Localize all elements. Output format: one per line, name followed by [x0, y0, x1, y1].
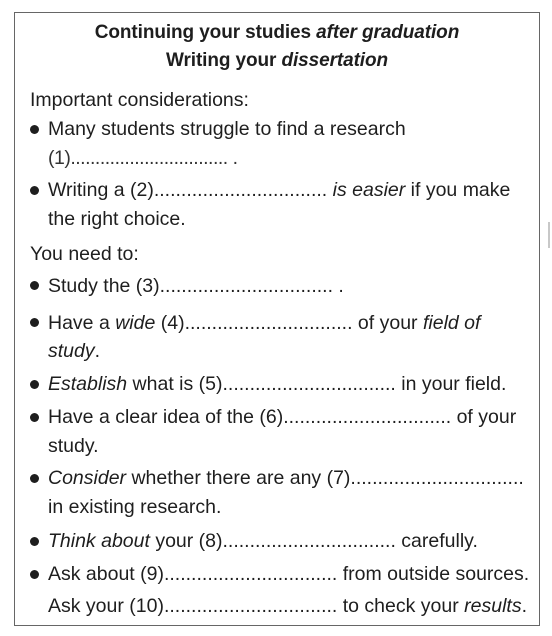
gap-8-text: your (8)................................ carefully. [149, 530, 478, 552]
bullet-7-italic: Consider [48, 467, 127, 489]
gap-7-text: whether there are any (7)................................ [126, 467, 524, 489]
bullet-2-line-2: the right choice. [48, 208, 186, 230]
bullet-1-line-2 [48, 146, 238, 170]
bullet-7-line-1 [48, 466, 524, 490]
item-10-line-1 [48, 594, 527, 618]
bullet-2-text-end: if you make [405, 179, 511, 201]
item-10-period: . [521, 595, 527, 617]
title-line-2-italic: dissertation [281, 50, 388, 71]
bullet-5-line-1 [48, 372, 506, 396]
bullet-2-line-1 [48, 178, 510, 202]
bullet-4-period: . [94, 340, 101, 362]
bullet-4-italic-study: study [48, 340, 95, 362]
bullet-4-line-1 [48, 311, 480, 335]
page-edge-mark [548, 222, 550, 248]
gap-2-text: Writing a (2)................................ [48, 179, 333, 201]
gap-1: (1)................................ . [48, 147, 238, 169]
title-line-1-italic: after graduation [316, 22, 460, 43]
bullet-4-line-2 [48, 339, 100, 363]
bullet-9-line-1: Ask about (9)................................ from outside sources. [48, 563, 530, 585]
bullet-7-marker [30, 474, 39, 483]
bullet-6-line-2: study. [48, 435, 99, 457]
bullet-8-line-1 [48, 529, 478, 553]
bullet-5-italic: Establish [48, 373, 128, 395]
bullet-7-line-2: in existing research. [48, 496, 222, 518]
title-line-1-text: Continuing your studies [94, 22, 317, 43]
title-line-1 [14, 22, 540, 44]
title-line-2-text: Writing your [165, 50, 282, 71]
bullet-5-marker [30, 380, 39, 389]
bullet-1-line-1: Many students struggle to find a research [48, 118, 406, 140]
bullet-8-italic: Think about [48, 530, 150, 552]
bullet-6-marker [30, 413, 39, 422]
heading-you-need-to: You need to: [30, 243, 139, 265]
bullet-2-italic: is easier [332, 179, 406, 201]
gap-10-text: Ask your (10)................................ to check your [48, 595, 465, 617]
bullet-4-marker [30, 318, 39, 327]
bullet-6-line-1: Have a clear idea of the (6)............................... of your [48, 406, 517, 428]
bullet-4-italic-field: field of [422, 312, 481, 334]
bullet-4-text-a: Have a [48, 312, 116, 334]
heading-considerations: Important considerations: [30, 89, 249, 111]
bullet-4-italic-wide: wide [115, 312, 156, 334]
bullet-1-marker [30, 125, 39, 134]
bullet-3-marker [30, 281, 39, 290]
title-line-2 [14, 50, 540, 72]
bullet-3-line-1: Study the (3)................................ . [48, 275, 344, 297]
bullet-9-marker [30, 570, 39, 579]
bullet-8-marker [30, 537, 39, 546]
item-10-italic: results [464, 595, 522, 617]
gap-5-text: what is (5)................................ in your field. [127, 373, 507, 395]
bullet-2-marker [30, 186, 39, 195]
gap-4-text: (4)............................... of your [155, 312, 423, 334]
